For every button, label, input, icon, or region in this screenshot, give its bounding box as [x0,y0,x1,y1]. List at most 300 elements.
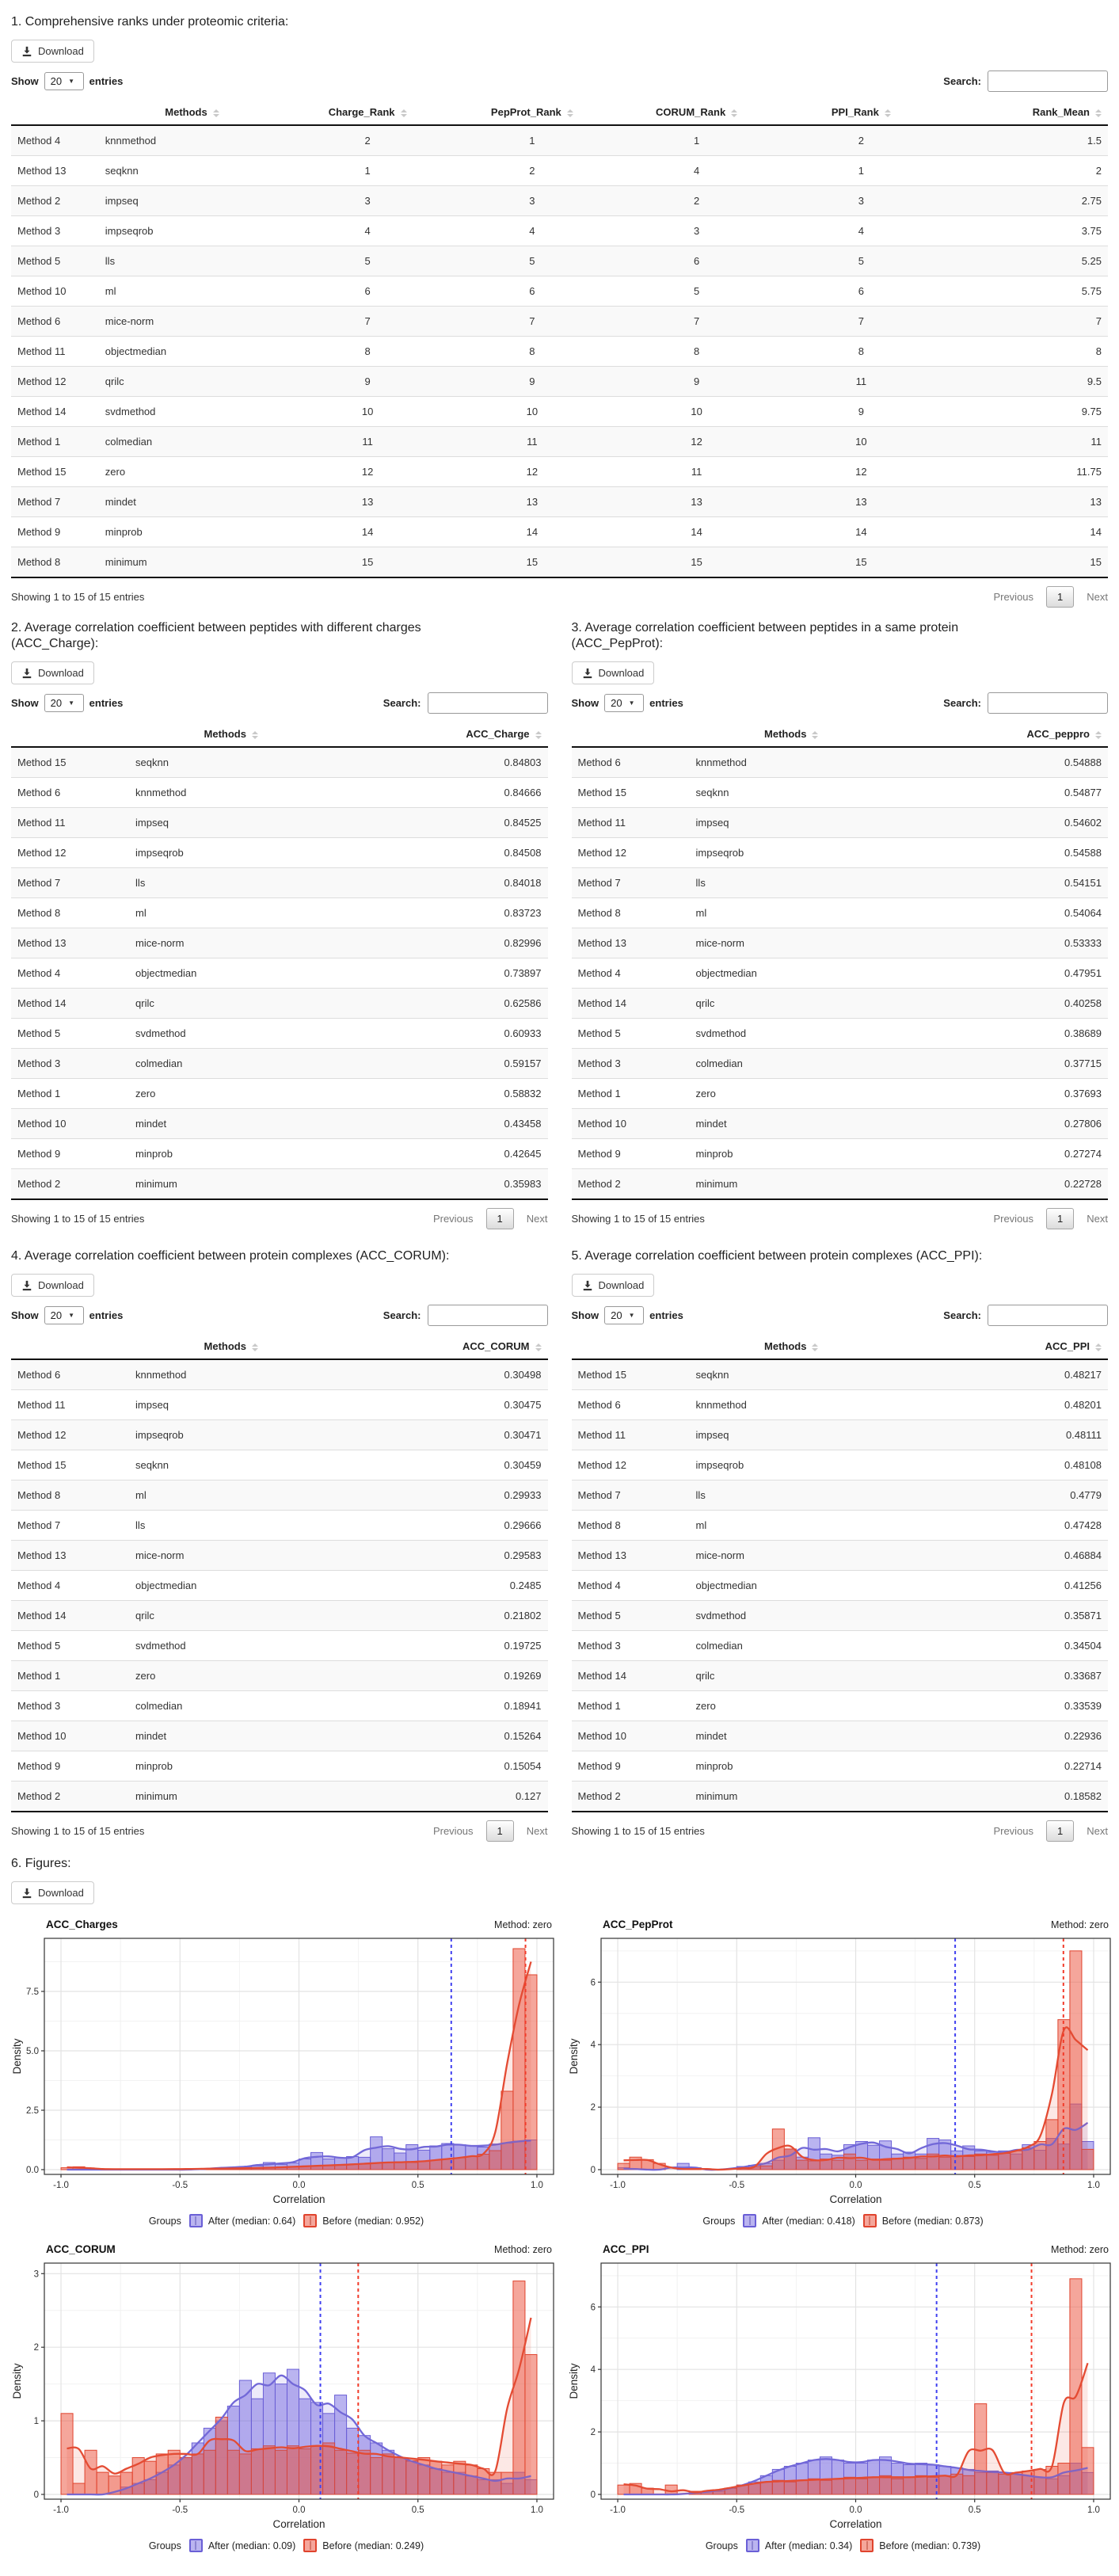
data-cell: 14 [778,517,943,547]
download-icon [582,1280,593,1291]
data-cell: colmedian [690,1049,893,1079]
data-cell: 12 [778,457,943,487]
row-name-cell: Method 1 [11,1079,129,1109]
search-control [383,692,548,714]
svg-text:2: 2 [590,2428,596,2438]
data-cell: 1.5 [1087,135,1102,147]
table-row [11,1571,548,1601]
data-cell: seqknn [99,156,285,186]
column-header-pepprot_rank[interactable] [450,100,615,125]
row-name-cell: Method 7 [11,487,99,517]
data-cell: mindet [690,1109,893,1139]
data-cell: colmedian [129,1049,333,1079]
data-cell: 9 [615,367,779,397]
data-cell: minimum [690,1169,893,1200]
data-cell: 0.47951 [893,958,1108,989]
data-cell: 0.54588 [893,838,1108,868]
showing-info: Showing 1 to 15 of 15 entries [11,1825,145,1837]
table-row [11,898,548,928]
svg-text:6: 6 [590,1978,596,1988]
download-label: Download [598,1279,645,1291]
table-row [572,1420,1109,1450]
download-label: Download [38,1887,84,1899]
search-input[interactable] [988,1305,1108,1326]
data-cell: 8 [943,337,1108,367]
data-cell: 13 [778,487,943,517]
row-name-cell: Method 13 [572,928,690,958]
row-name-cell: Method 11 [11,337,99,367]
download-label: Download [38,45,84,57]
table-row [11,517,1108,547]
download-icon [21,46,32,57]
svg-text:Density: Density [568,2363,580,2399]
data-cell: svdmethod [690,1601,893,1631]
download-icon [21,1280,32,1291]
next-button[interactable]: Next [1087,591,1108,603]
table-row [572,928,1109,958]
data-cell: impseqrob [690,1450,893,1480]
table-row [11,427,1108,457]
data-cell: 14 [615,517,779,547]
search-input[interactable] [988,70,1108,92]
data-cell: 11 [943,427,1108,457]
svg-text:1.0: 1.0 [530,2181,543,2190]
column-header-ppi_rank[interactable] [778,100,943,125]
table-row [11,1019,548,1049]
svg-text:Correlation: Correlation [272,2193,325,2205]
row-name-cell: Method 4 [572,958,690,989]
table-row [572,1781,1109,1812]
column-header-label: Methods [204,1340,246,1352]
column-header-acc_peppro[interactable] [893,722,1108,747]
table-footer [572,1208,1109,1229]
data-cell: 0.41256 [893,1571,1108,1601]
column-header-methods[interactable] [99,100,285,125]
row-name-cell: Method 4 [11,1571,129,1601]
data-cell: 8 [778,337,943,367]
svg-text:Density: Density [568,2038,580,2075]
table-row [572,868,1109,898]
table-row [11,1631,548,1661]
section-5-acc-ppi [572,1240,1109,1845]
data-cell: 0.47428 [893,1511,1108,1541]
data-cell: impseqrob [129,1420,333,1450]
row-name-cell: Method 3 [572,1049,690,1079]
table-row [11,397,1108,427]
entries-label: entries [649,1309,683,1321]
row-name-cell: Method 5 [572,1601,690,1631]
page-1-button[interactable]: 1 [1046,1208,1074,1229]
column-header-corum_rank[interactable] [615,100,779,125]
next-button[interactable]: Next [1087,1825,1108,1837]
data-cell: qrilc [690,989,893,1019]
caret-down-icon: ▼ [628,1312,635,1319]
row-name-cell: Method 14 [11,989,129,1019]
sort-icon [535,731,542,739]
search-label: Search: [943,1309,981,1321]
page-1-button[interactable]: 1 [486,1820,514,1842]
data-cell: 5 [615,276,779,307]
column-header-acc_corum[interactable] [333,1334,547,1359]
previous-button[interactable]: Previous [993,591,1034,603]
data-cell: objectmedian [690,958,893,989]
svg-text:2: 2 [590,2103,596,2113]
legend-title: Groups [702,2215,736,2227]
row-name-cell: Method 13 [11,1541,129,1571]
row-name-cell: Method 1 [572,1079,690,1109]
table-row [572,747,1109,778]
row-name-cell: Method 12 [572,838,690,868]
data-cell: 0.84666 [333,778,547,808]
data-cell: impseq [690,1420,893,1450]
row-name-cell: Method 1 [11,1661,129,1691]
row-name-cell: Method 3 [11,1691,129,1721]
data-cell: 0.60933 [333,1019,547,1049]
row-name-cell: Method 11 [572,1420,690,1450]
data-cell: svdmethod [129,1019,333,1049]
data-cell: seqknn [690,778,893,808]
data-cell: 0.54064 [893,898,1108,928]
data-cell: 0.35871 [893,1601,1108,1631]
table-row [11,547,1108,578]
legend-title: Groups [148,2215,181,2227]
table-row [11,125,1108,156]
data-cell: 0.19725 [333,1631,547,1661]
column-header-acc_charge[interactable] [333,722,547,747]
data-cell: 11 [450,427,615,457]
table-row [11,1079,548,1109]
table-row [11,808,548,838]
data-cell: 4 [778,216,943,246]
svg-text:3: 3 [33,2269,39,2280]
legend-key-before [303,2214,424,2227]
svg-text:-1.0: -1.0 [610,2181,626,2190]
data-cell: lls [129,868,333,898]
column-header-label: ACC_peppro [1026,728,1090,740]
table-row [11,989,548,1019]
table-row [572,1601,1109,1631]
table-footer [11,1820,548,1842]
after-swatch [189,2214,203,2227]
row-name-cell: Method 10 [11,1721,129,1751]
column-header-label: ACC_CORUM [462,1340,530,1352]
row-name-cell: Method 6 [11,307,99,337]
data-cell: mice-norm [99,307,285,337]
next-button[interactable]: Next [526,1213,548,1225]
table-row [572,1661,1109,1691]
data-cell: knnmethod [135,1369,187,1381]
legend-key-after [746,2539,852,2552]
row-name-cell: Method 9 [572,1751,690,1781]
download-button[interactable] [11,40,94,63]
data-cell: mice-norm [690,1541,893,1571]
data-cell: impseq [690,808,893,838]
row-name-cell: Method 7 [572,868,690,898]
svg-text:Correlation: Correlation [829,2518,882,2530]
table-row [11,958,548,989]
data-cell: 0.22728 [893,1169,1108,1200]
data-cell: 15 [778,547,943,578]
previous-button[interactable]: Previous [993,1213,1034,1225]
row-name-cell: Method 4 [572,1571,690,1601]
column-header-label: CORUM_Rank [656,106,726,118]
caret-down-icon: ▼ [68,1312,75,1319]
data-cell: ml [99,276,285,307]
figure-acc-corum [11,2240,561,2560]
data-cell: 8 [615,337,779,367]
page-1-button[interactable]: 1 [1046,586,1074,608]
data-cell: 2 [943,156,1108,186]
column-header-methods[interactable] [690,1334,893,1359]
data-cell: 0.54151 [893,868,1108,898]
data-cell: objectmedian [99,337,285,367]
download-button[interactable] [572,661,655,684]
figure-acc-pepprot [568,1915,1118,2235]
download-button[interactable] [11,1274,94,1297]
previous-button[interactable]: Previous [993,1825,1034,1837]
column-header-label: Methods [204,728,246,740]
column-header-methods[interactable] [129,722,333,747]
sort-icon [252,1343,258,1351]
figure-title: ACC_PepProt [603,1919,673,1930]
search-label: Search: [943,75,981,87]
data-cell: 0.83723 [333,898,547,928]
row-name-cell: Method 5 [11,1631,129,1661]
data-cell: objectmedian [129,958,333,989]
section-2-acc-charge [11,612,548,1233]
svg-text:4: 4 [590,2365,596,2376]
data-cell: impseqrob [99,216,285,246]
show-label: Show [11,75,39,87]
column-header-methods[interactable] [690,722,893,747]
table-row [11,1390,548,1420]
figure-legend [568,2211,1118,2235]
data-cell: mice-norm [129,928,333,958]
column-header-charge_rank[interactable] [285,100,450,125]
search-label: Search: [383,1309,421,1321]
table-row [11,216,1108,246]
table-row [11,276,1108,307]
table-row [572,838,1109,868]
data-cell: 12 [450,457,615,487]
svg-text:-0.5: -0.5 [172,2506,188,2515]
svg-text:1.0: 1.0 [530,2506,543,2515]
row-name-cell: Method 6 [17,1369,61,1381]
data-cell: 0.33687 [893,1661,1108,1691]
data-cell: svdmethod [690,1019,893,1049]
data-cell: 0.33539 [893,1691,1108,1721]
data-cell: svdmethod [99,397,285,427]
data-cell: knnmethod [129,778,333,808]
table-row [572,1450,1109,1480]
data-cell: 0.15054 [333,1751,547,1781]
search-control [943,1305,1108,1326]
data-cell: minprob [99,517,285,547]
row-name-cell: Method 9 [11,517,99,547]
data-cell: mice-norm [690,928,893,958]
sort-icon [885,109,891,117]
table-row [572,808,1109,838]
data-cell: impseq [99,186,285,216]
next-button[interactable]: Next [526,1825,548,1837]
data-cell: 0.42645 [333,1139,547,1169]
pagination [433,1820,548,1842]
data-cell: 7 [778,307,943,337]
data-cell: 2 [364,135,371,147]
svg-text:1.0: 1.0 [1087,2506,1100,2515]
download-icon [21,1888,32,1899]
pagination [993,1820,1108,1842]
rowname-column-header [11,722,129,747]
legend-key-after [743,2214,854,2227]
caret-down-icon: ▼ [628,699,635,707]
data-cell: 1 [778,156,943,186]
row-name-cell: Method 10 [11,1109,129,1139]
data-cell: 13 [450,487,615,517]
data-cell: 0.82996 [333,928,547,958]
search-input[interactable] [428,692,548,714]
data-cell: 4 [615,156,779,186]
table-row [11,487,1108,517]
section-1-ranks [11,14,1108,608]
download-button[interactable] [11,1881,94,1904]
data-cell: 3 [778,186,943,216]
data-cell: 0.29666 [333,1511,547,1541]
data-cell: seqknn [129,1450,333,1480]
row-name-cell: Method 1 [572,1691,690,1721]
data-cell: 15 [943,547,1108,578]
show-entries-control [572,694,683,712]
data-cell: 14 [450,517,615,547]
data-cell: lls [99,246,285,276]
download-button[interactable] [572,1274,655,1297]
search-input[interactable] [428,1305,548,1326]
data-cell: 0.2485 [333,1571,547,1601]
search-control [383,1305,548,1326]
data-cell: qrilc [129,989,333,1019]
entries-select[interactable] [44,72,84,90]
page-1-button[interactable]: 1 [486,1208,514,1229]
svg-text:5.0: 5.0 [26,2047,39,2056]
table-row [11,1541,548,1571]
section-5-title: 5. Average correlation coefficient between protein complexes (ACC_PPI): [571,1249,983,1263]
sort-icon [567,109,573,117]
table-row [572,1541,1109,1571]
data-cell: 11.75 [943,457,1108,487]
data-cell: 0.84525 [333,808,547,838]
column-header-rank_mean[interactable] [943,100,1108,125]
entries-select[interactable] [604,694,644,712]
data-cell: knnmethod [690,1390,893,1420]
table-row [11,1049,548,1079]
data-cell: seqknn [695,1369,729,1381]
entries-label: entries [649,697,683,709]
table-row [572,1721,1109,1751]
row-name-cell: Method 14 [11,397,99,427]
row-name-cell: Method 14 [572,989,690,1019]
previous-button[interactable]: Previous [432,1825,474,1837]
data-cell: 0.84803 [504,756,542,768]
table-row [11,1450,548,1480]
entries-select[interactable] [44,694,84,712]
data-cell: 9 [450,367,615,397]
download-button[interactable] [11,661,94,684]
sort-icon [812,731,818,739]
before-label: Before (median: 0.952) [322,2215,424,2227]
data-cell: 8 [285,337,450,367]
row-name-cell: Method 12 [572,1450,690,1480]
before-label: Before (median: 0.249) [322,2540,424,2551]
show-entries-control [11,72,123,90]
before-swatch [303,2539,317,2552]
section-4-acc-corum [11,1240,548,1845]
column-header-acc_ppi[interactable] [893,1334,1108,1359]
figure-acc-charges [11,1915,561,2235]
row-name-cell: Method 2 [572,1781,690,1812]
entries-select[interactable] [604,1306,644,1324]
pagination [993,586,1108,608]
row-name-cell: Method 13 [11,156,99,186]
search-input[interactable] [988,692,1108,714]
legend-key-before [303,2539,424,2552]
histogram-plot [11,1932,561,2211]
table-row [572,1751,1109,1781]
sort-icon [535,1343,542,1351]
data-cell: 0.30471 [333,1420,547,1450]
row-name-cell: Method 7 [11,1511,129,1541]
previous-button[interactable]: Previous [432,1213,474,1225]
row-name-cell: Method 10 [11,276,99,307]
row-name-cell: Method 2 [11,1169,129,1200]
data-cell: 8 [450,337,615,367]
section-4-title: 4. Average correlation coefficient between protein complexes (ACC_CORUM): [11,1249,450,1263]
column-header-methods[interactable] [129,1334,333,1359]
entries-select[interactable] [44,1306,84,1324]
row-name-cell: Method 8 [11,898,129,928]
row-name-cell: Method 6 [577,756,621,768]
data-cell: zero [129,1661,333,1691]
data-cell: 5.25 [943,246,1108,276]
data-cell: 11 [778,367,943,397]
after-label: After (median: 0.418) [762,2215,855,2227]
page-1-button[interactable]: 1 [1046,1820,1074,1842]
data-cell: objectmedian [690,1571,893,1601]
row-name-cell: Method 7 [572,1480,690,1511]
data-cell: 10 [778,427,943,457]
table-row [572,1631,1109,1661]
data-cell: 0.34504 [893,1631,1108,1661]
data-cell: 9 [778,397,943,427]
data-cell: minprob [129,1751,333,1781]
row-name-cell: Method 9 [11,1139,129,1169]
data-cell: zero [129,1079,333,1109]
next-button[interactable]: Next [1087,1213,1108,1225]
data-cell: impseqrob [690,838,893,868]
acc-corum-table [11,1334,548,1812]
row-name-cell: Method 15 [577,1369,626,1381]
entries-select-value: 20 [50,75,63,87]
table-row [11,1511,548,1541]
table-controls [572,692,1109,714]
data-cell: impseqrob [129,838,333,868]
data-cell: lls [129,1511,333,1541]
data-cell: minimum [99,547,285,578]
column-header-label: Charge_Rank [328,106,395,118]
data-cell: svdmethod [129,1631,333,1661]
row-name-cell: Method 6 [11,778,129,808]
data-cell: 0.4779 [893,1480,1108,1511]
table-row [572,1049,1109,1079]
